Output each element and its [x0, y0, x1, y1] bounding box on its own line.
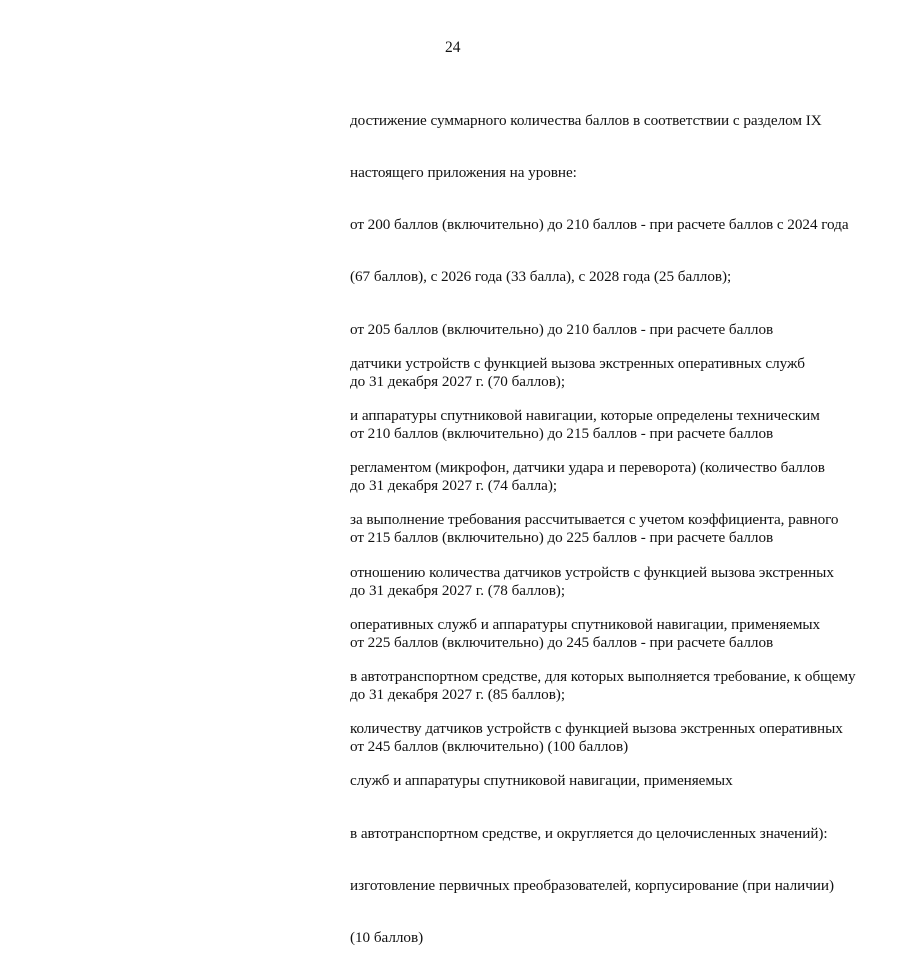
- text-line: от 215 баллов (включительно) до 225 баллов - при расчете баллов: [350, 529, 774, 547]
- text-line: в автотранспортном средстве, и округляется до целочисленных значений):: [350, 824, 828, 842]
- text-line: от 225 баллов (включительно) до 245 баллов - при расчете баллов: [350, 633, 774, 651]
- text-line: достижение суммарного количества баллов в соответствии с разделом IX: [350, 111, 822, 129]
- text-line: от 200 баллов (включительно) до 210 баллов - при расчете баллов с 2024 года: [350, 216, 849, 234]
- text-line: от 245 баллов (включительно) (100 баллов): [350, 738, 629, 756]
- text-line: датчики устройств с функцией вызова экстренных оперативных служб: [350, 354, 805, 372]
- text-line: до 31 декабря 2027 г. (74 балла);: [350, 477, 558, 495]
- text-line: изготовление первичных преобразователей, корпусирование (при наличии): [350, 876, 834, 894]
- text-line: в автотранспортном средстве, для которых выполняется требование, к общему: [350, 668, 856, 686]
- text-line: (10 баллов): [350, 929, 424, 947]
- text-line: от 205 баллов (включительно) до 210 баллов - при расчете баллов: [350, 320, 774, 338]
- text-line: до 31 декабря 2027 г. (70 баллов);: [350, 372, 565, 390]
- text-line: количеству датчиков устройств с функцией вызова экстренных оперативных: [350, 720, 843, 738]
- text-line: за выполнение требования рассчитывается с учетом коэффициента, равного: [350, 511, 839, 529]
- page-number: 24: [445, 39, 461, 56]
- text-line: от 210 баллов (включительно) до 215 баллов - при расчете баллов: [350, 425, 774, 443]
- text-line: до 31 декабря 2027 г. (78 баллов);: [350, 581, 565, 599]
- text-line: настоящего приложения на уровне:: [350, 164, 577, 182]
- text-line: и аппаратуры спутниковой навигации, которые определены техническим: [350, 407, 820, 425]
- text-line: отношению количества датчиков устройств с функцией вызова экстренных: [350, 563, 834, 581]
- text-line: служб и аппаратуры спутниковой навигации, применяемых: [350, 772, 733, 790]
- text-line: до 31 декабря 2027 г. (85 баллов);: [350, 686, 565, 704]
- text-line: (67 баллов), с 2026 года (33 балла), с 2028 года (25 баллов);: [350, 268, 732, 286]
- sensors-requirement-paragraph: [350, 320, 856, 964]
- text-line: регламентом (микрофон, датчики удара и переворота) (количество баллов: [350, 459, 825, 477]
- text-line: оперативных служб и аппаратуры спутниковой навигации, применяемых: [350, 615, 821, 633]
